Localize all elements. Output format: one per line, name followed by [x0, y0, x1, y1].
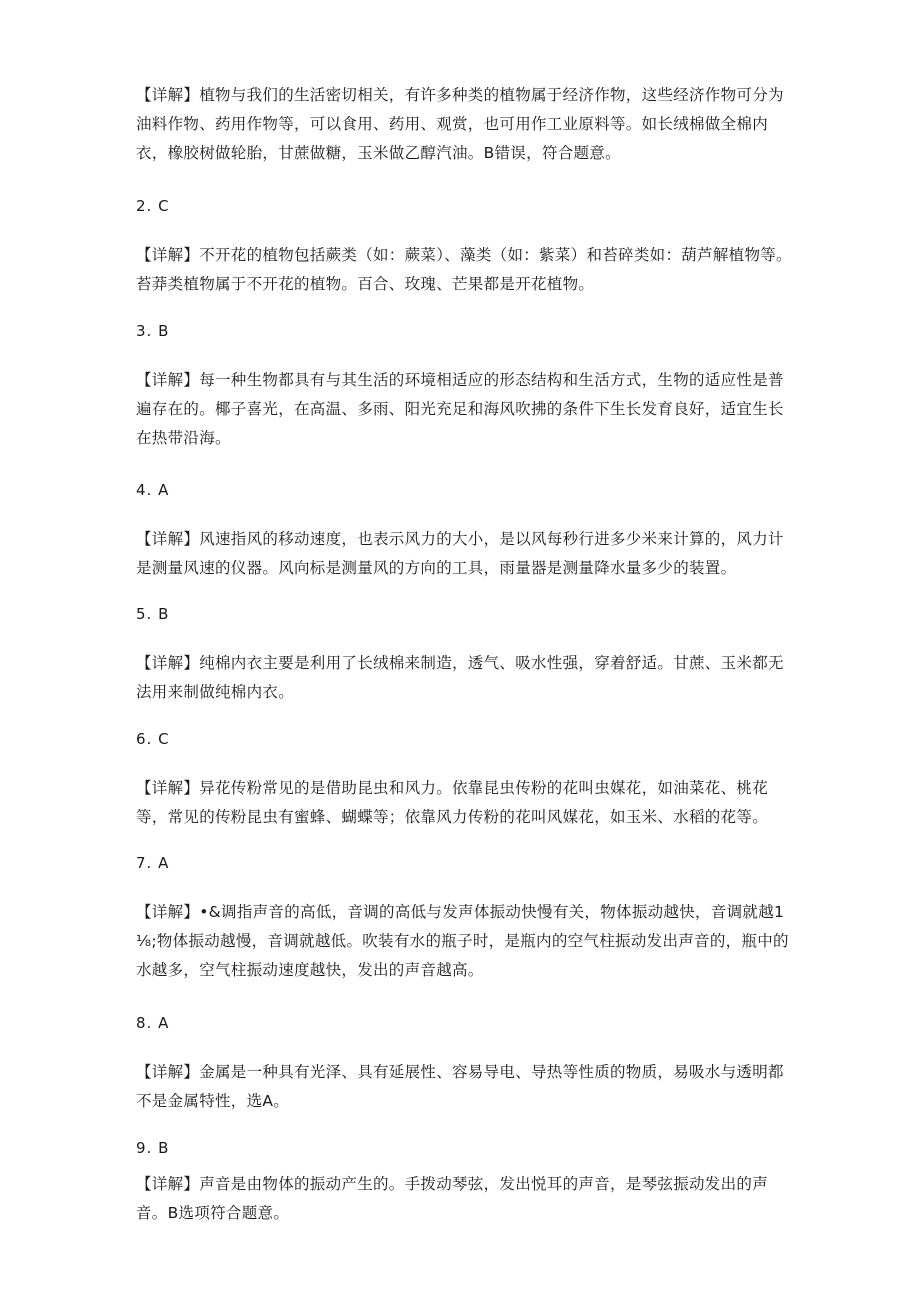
explanation-7: 【详解】•&调指声音的高低，音调的高低与发声体振动快慢有关，物体振动越快，音调就越1⅛;物体振动越慢，音调就越低。吹装有水的瓶子时，是瓶内的空气柱振动发出声音的，瓶中的水越多，空气柱振动速度越快，发出的声音越高。: [136, 903, 789, 979]
explanation-8: 【详解】金属是一种具有光泽、具有延展性、容易导电、导热等性质的物质，易吸水与透明都不是金属特性，选A。: [136, 1063, 784, 1110]
answer-6: 6. C: [136, 730, 170, 748]
explanation-1: 【详解】植物与我们的生活密切相关，有许多种类的植物属于经济作物，这些经济作物可分为油料作物、药用作物等，可以食用、药用、观赏，也可用作工业原料等。如长绒棉做全棉内衣，橡胶树做轮胎，甘蔗做糖，玉米做乙醇汽油。B错误，符合题意。: [136, 86, 784, 162]
explanation-3: 【详解】每一种生物都具有与其生活的环境相适应的形态结构和生活方式，生物的适应性是普遍存在的。椰子喜光，在高温、多雨、阳光充足和海风吹拂的条件下生长发育良好，适宜生长在热带沿海。: [136, 371, 784, 447]
answer-5: 5. B: [136, 605, 170, 623]
explanation-6: 【详解】异花传粉常见的是借助昆虫和风力。依靠昆虫传粉的花叫虫媒花，如油菜花、桃花等，常见的传粉昆虫有蜜蜂、蝴蝶等；依靠风力传粉的花叫风媒花，如玉米、水稻的花等。: [136, 779, 769, 826]
explanation-9: 【详解】声音是由物体的振动产生的。手拨动琴弦，发出悦耳的声音，是琴弦振动发出的声音。B选项符合题意。: [136, 1175, 769, 1222]
answer-8: 8. A: [136, 1014, 170, 1032]
explanation-4: 【详解】风速指风的移动速度，也表示风力的大小，是以风每秒行进多少米来计算的，风力计是测量风速的仪器。风向标是测量风的方向的工具，雨量器是测量降水量多少的装置。: [136, 530, 784, 577]
answer-9: 9. B: [136, 1139, 170, 1157]
answer-3: 3. B: [136, 322, 170, 340]
answer-2: 2. C: [136, 197, 170, 215]
explanation-5: 【详解】纯棉内衣主要是利用了长绒棉来制造，透气、吸水性强，穿着舒适。甘蔗、玉米都无法用来制做纯棉内衣。: [136, 654, 784, 701]
answer-7: 7. A: [136, 854, 170, 872]
answer-4: 4. A: [136, 481, 170, 499]
explanation-2: 【详解】不开花的植物包括蕨类（如：蕨菜）、藻类（如：紫菜）和苔碎类如：葫芦解植物等。苔莽类植物属于不开花的植物。百合、玫瑰、芒果都是开花植物。: [136, 246, 792, 293]
